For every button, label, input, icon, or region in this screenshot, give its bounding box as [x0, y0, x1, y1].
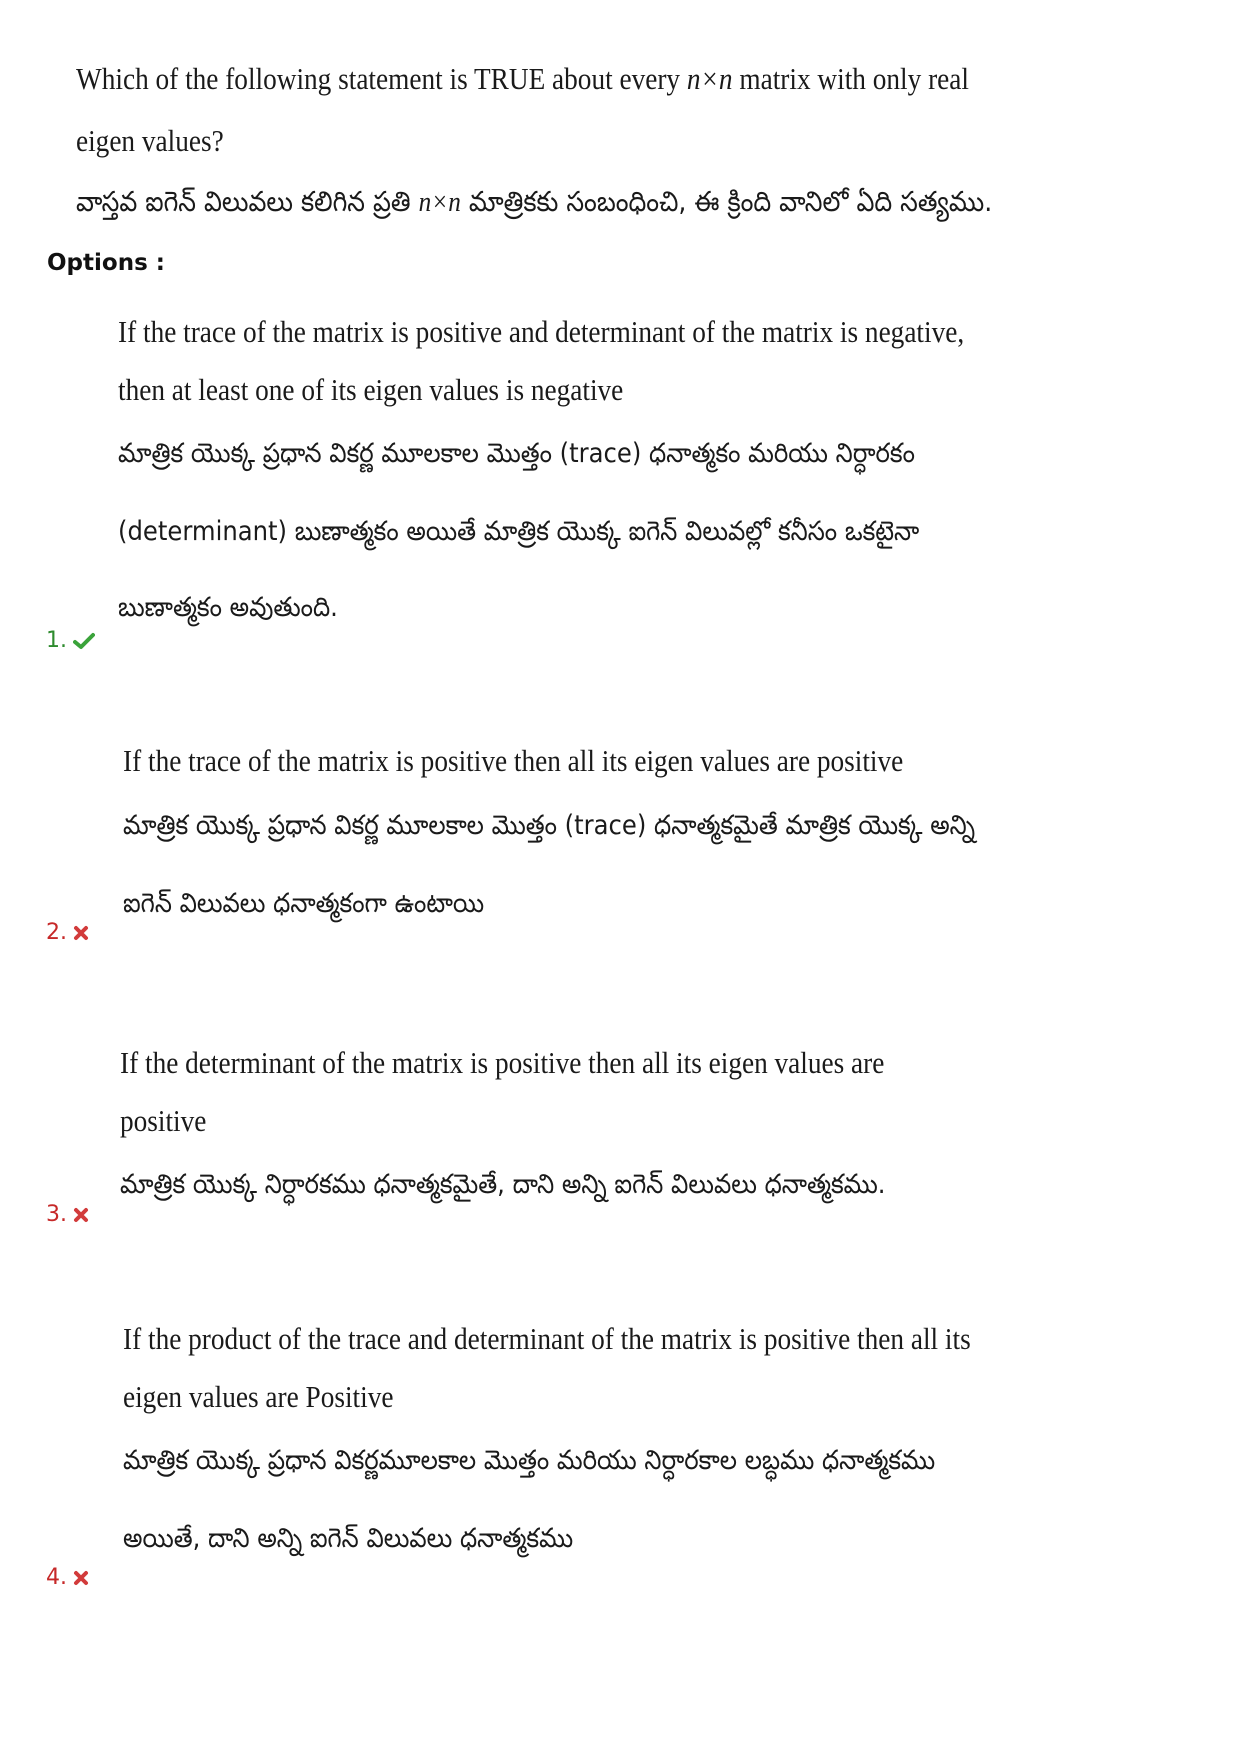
question-block: [76, 48, 993, 233]
option-line: మాత్రిక యొక్క నిర్ధారకము ధనాత్మకమైతే, దాని అన్ని ఐగెన్ విలువలు ధనాత్మకము.: [120, 1169, 886, 1200]
option-line: బుణాత్మకం అవుతుంది.: [118, 592, 338, 623]
option-number: 1.: [46, 628, 67, 653]
option-line: ఐగెన్ విలువలు ధనాత్మకంగా ఉంటాయి: [123, 888, 485, 919]
option-1-marker: [46, 628, 95, 653]
option-line: మాత్రిక యొక్క ప్రధాన వికర్ణ మూలకాల మొత్తం (trace) ధనాత్మకమైతే మాత్రిక యొక్క అన్ని: [123, 810, 975, 841]
question-math-en: n×n: [686, 61, 733, 96]
option-2-body: [123, 733, 1023, 935]
option-line: If the trace of the matrix is positive then all its eigen values are positive: [123, 743, 904, 778]
option-line: If the trace of the matrix is positive and determinant of the matrix is negative,: [118, 314, 965, 349]
option-line: positive: [120, 1103, 207, 1138]
option-line: If the determinant of the matrix is positive then all its eigen values are: [120, 1045, 885, 1080]
question-text-te: వాస్తవ ఐగెన్ విలువలు కలిగిన ప్రతి n×n మాత్రికకు సంబంధించి, ఈ క్రింది వానిలో ఏది సత్యము.: [76, 185, 993, 218]
option-line: If the product of the trace and determinant of the matrix is positive then all its: [123, 1321, 971, 1356]
question-text-en-line-1: Which of the following statement is TRUE about every n×n matrix with only real: [76, 61, 969, 96]
option-number: 2.: [46, 920, 67, 945]
option-line: then at least one of its eigen values is negative: [118, 372, 624, 407]
cross-icon: [73, 1570, 89, 1586]
option-3-marker: [46, 1202, 89, 1227]
option-number: 3.: [46, 1202, 67, 1227]
option-number: 4.: [46, 1565, 67, 1590]
option-line: మాత్రిక యొక్క ప్రధాన వికర్ణమూలకాల మొత్తం మరియు నిర్ధారకాల లబ్ధము ధనాత్మకము: [123, 1445, 936, 1476]
option-line: మాత్రిక యొక్క ప్రధాన వికర్ణ మూలకాల మొత్తం (trace) ధనాత్మకం మరియు నిర్ధారకం: [118, 438, 915, 469]
option-line: (determinant) బుణాత్మకం అయితే మాత్రిక యొక్క ఐగెన్ విలువల్లో కనీసం ఒకటైనా: [118, 516, 920, 547]
option-4-marker: [46, 1565, 89, 1590]
cross-icon: [73, 1207, 89, 1223]
option-4-body: [123, 1310, 1023, 1570]
question-math-te: n×n: [418, 187, 461, 218]
option-1-body: [118, 303, 1018, 639]
question-text-en-line-2: eigen values?: [76, 123, 224, 158]
option-line: అయితే, దాని అన్ని ఐగెన్ విలువలు ధనాత్మకము: [123, 1523, 574, 1554]
option-2-marker: [46, 920, 89, 945]
option-line: eigen values are Positive: [123, 1379, 394, 1414]
cross-icon: [73, 925, 89, 941]
options-label: Options :: [47, 250, 165, 276]
option-3-body: [120, 1034, 1020, 1216]
check-icon: [73, 632, 95, 650]
